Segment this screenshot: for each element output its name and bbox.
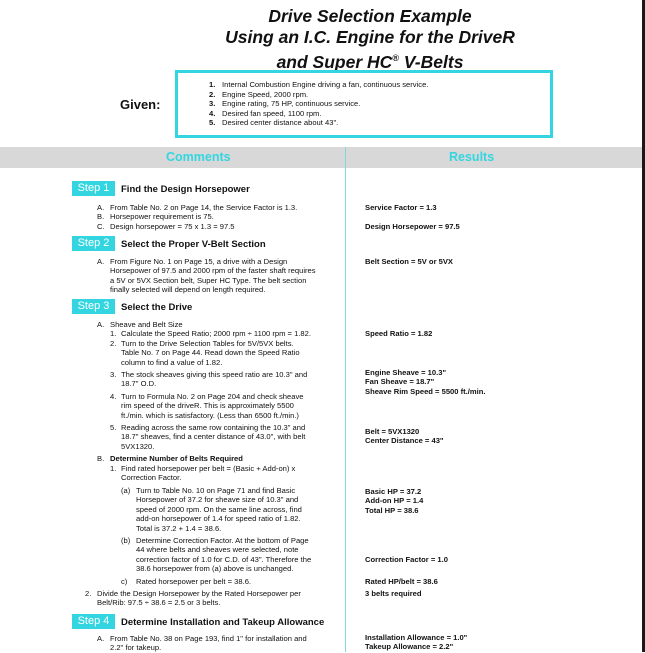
- step-3-b1: Find rated horsepower per belt = (Basic + Add-on) x Correction Factor.: [121, 464, 296, 483]
- given-item: 2. Engine Speed, 2000 rpm.: [209, 89, 309, 99]
- column-divider: [345, 147, 346, 652]
- step-1-title: Find the Design Horsepower: [121, 184, 250, 195]
- step-3-title: Select the Drive: [121, 302, 193, 313]
- step-1-badge: Step 1: [72, 181, 115, 196]
- list-marker: B.: [97, 212, 105, 221]
- list-marker: 4.: [110, 392, 117, 401]
- result-belt: Belt = 5VX1320: [365, 427, 420, 436]
- step-3-bb: Determine Correction Factor. At the bottom of Page 44 where belts and sheaves were selected, note correction factor of 1.0 for C.D. of 43". Therefore the 38.6 horsepower from (a) above is unchanged.: [136, 536, 312, 574]
- given-item: 1. Internal Combustion Engine driving a fan, continuous service.: [209, 80, 429, 89]
- step-4-badge: Step 4: [72, 614, 115, 629]
- step-3-ba: Turn to Table No. 10 on Page 71 and find Basic Horsepower of 37.2 for sheave size of 10.3" and speed of 2000 rpm. On the same line across, find add-on horsepower of 1.4 for speed ratio of 1.82. Total is 37.2 + 1.4 = 38.6.: [136, 486, 302, 533]
- list-marker: 5.: [110, 423, 117, 432]
- given-list: [209, 80, 428, 128]
- result-belt-section: Belt Section = 5V or 5VX: [365, 257, 453, 266]
- list-marker: C.: [97, 222, 105, 231]
- given-item: 3. Engine rating, 75 HP, continuous service.: [209, 99, 361, 109]
- step-2-badge: Step 2: [72, 236, 115, 251]
- result-rim-speed: Sheave Rim Speed = 5500 ft./min.: [365, 387, 486, 396]
- result-total-hp: Total HP = 38.6: [365, 506, 419, 515]
- result-rated-hp: Rated HP/belt = 38.6: [365, 577, 438, 586]
- list-marker: B.: [97, 454, 105, 463]
- step-3-b2: Divide the Design Horsepower by the Rated Horsepower per Belt/Rib: 97.5 ÷ 38.6 = 2.5 or 3 belts.: [97, 589, 301, 608]
- result-fan-sheave: Fan Sheave = 18.7": [365, 377, 435, 386]
- result-addon-hp: Add-on HP = 1.4: [365, 496, 424, 505]
- list-marker: A.: [97, 203, 105, 212]
- page-title: Drive Selection Example Using an I.C. Engine for the DriveR and Super HC® V-Belts: [225, 6, 515, 72]
- result-correction-factor: Correction Factor = 1.0: [365, 555, 448, 564]
- list-marker: A.: [97, 320, 105, 329]
- result-center-distance: Center Distance = 43": [365, 436, 444, 445]
- list-marker: A.: [97, 257, 105, 266]
- results-header: Results: [449, 150, 495, 164]
- comments-header: Comments: [166, 150, 231, 164]
- step-1-b: Horsepower requirement is 75.: [110, 212, 214, 221]
- result-basic-hp: Basic HP = 37.2: [365, 487, 422, 496]
- list-marker: c): [121, 577, 128, 586]
- step-3-a1: Calculate the Speed Ratio; 2000 rpm ÷ 1100 rpm = 1.82.: [121, 329, 311, 338]
- list-marker: 2.: [85, 589, 92, 598]
- list-marker: (a): [121, 486, 131, 495]
- list-marker: A.: [97, 634, 105, 643]
- result-speed-ratio: Speed Ratio = 1.82: [365, 329, 433, 338]
- given-item: 5. Desired center distance about 43".: [209, 118, 339, 128]
- result-installation-allowance: Installation Allowance = 1.0": [365, 633, 468, 642]
- step-3-a4: Turn to Formula No. 2 on Page 204 and check sheave rim speed of the driveR. This is approximately 5500 ft./min. which is satisfactory. (Less than 6500 ft./min.): [121, 392, 304, 420]
- step-2-a: From Figure No. 1 on Page 15, a drive with a Design Horsepower of 97.5 and 2000 rpm of the faster shaft requires a 5V or 5VX Section belt, Super HC Type. The belt section finally selected will depend on length required.: [110, 257, 316, 295]
- step-1-c: Design horsepower = 75 x 1.3 = 97.5: [110, 222, 235, 231]
- list-marker: 1.: [110, 464, 117, 473]
- given-item: 4. Desired fan speed, 1100 rpm.: [209, 108, 322, 118]
- result-design-hp: Design Horsepower = 97.5: [365, 222, 460, 231]
- step-3-a5: Reading across the same row containing the 10.3" and 18.7" sheaves, find a center distance of 43.0", with belt 5VX1320.: [121, 423, 306, 451]
- step-4-a: From Table No. 38 on Page 193, find 1" for installation and 2.2" for takeup.: [110, 634, 307, 653]
- result-service-factor: Service Factor = 1.3: [365, 203, 437, 212]
- step-3-badge: Step 3: [72, 299, 115, 314]
- step-1-a: From Table No. 2 on Page 14, the Service Factor is 1.3.: [110, 203, 298, 212]
- list-marker: 2.: [110, 339, 117, 348]
- step-3-a2: Turn to the Drive Selection Tables for 5V/5VX belts. Table No. 7 on Page 44. Read down the Speed Ratio column to find a value of 1.82.: [121, 339, 300, 367]
- list-marker: 1.: [110, 329, 117, 338]
- step-3-bc: Rated horsepower per belt = 38.6.: [136, 577, 252, 586]
- result-takeup-allowance: Takeup Allowance = 2.2": [365, 642, 454, 651]
- column-header-bar: [0, 147, 642, 168]
- step-3-a: Sheave and Belt Size: [110, 320, 183, 329]
- result-engine-sheave: Engine Sheave = 10.3": [365, 368, 447, 377]
- list-marker: (b): [121, 536, 131, 545]
- step-3-b: Determine Number of Belts Required: [110, 454, 243, 463]
- result-belts-required: 3 belts required: [365, 589, 422, 598]
- list-marker: 3.: [110, 370, 117, 379]
- step-2-title: Select the Proper V-Belt Section: [121, 239, 266, 250]
- given-label: Given:: [120, 97, 161, 112]
- step-4-title: Determine Installation and Takeup Allowance: [121, 617, 325, 628]
- step-3-a3: The stock sheaves giving this speed ratio are 10.3" and 18.7" O.D.: [121, 370, 308, 389]
